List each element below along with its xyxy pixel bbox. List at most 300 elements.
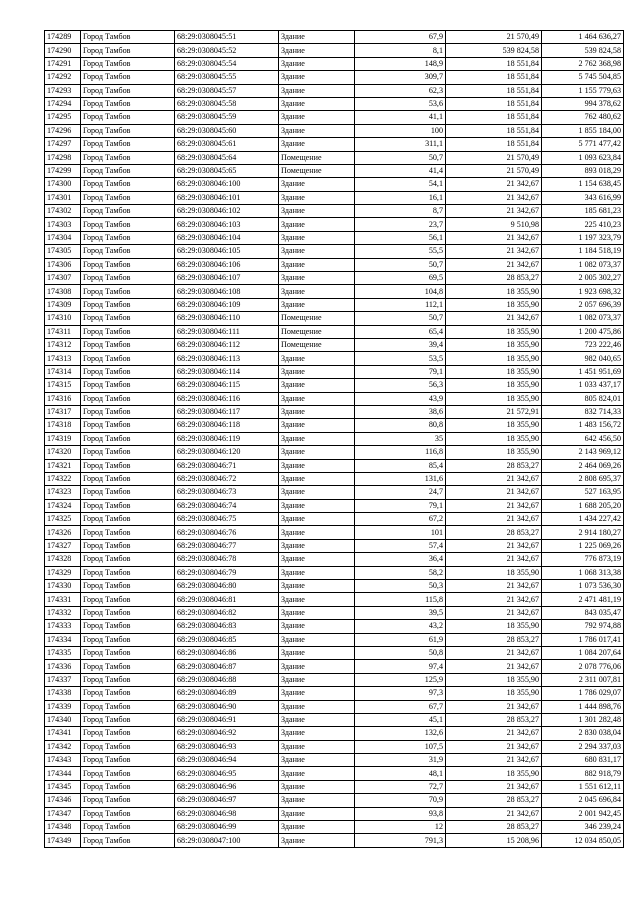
table-row <box>45 44 624 57</box>
cell-cadastral-value: 1 184 518,19 <box>542 245 624 258</box>
cell-settlement: Город Тамбов <box>81 740 175 753</box>
cell-cadastral-number: 68:29:0308046:87 <box>175 660 279 673</box>
cell-cadastral-number: 68:29:0308046:100 <box>175 178 279 191</box>
cell-row-number: 174315 <box>45 379 81 392</box>
cell-cadastral-number: 68:29:0308045:55 <box>175 71 279 84</box>
cell-settlement: Город Тамбов <box>81 539 175 552</box>
cell-object-type: Здание <box>279 633 355 646</box>
cell-settlement: Город Тамбов <box>81 111 175 124</box>
cell-area: 80,8 <box>355 419 446 432</box>
cell-cadastral-number: 68:29:0308045:64 <box>175 151 279 164</box>
cell-settlement: Город Тамбов <box>81 164 175 177</box>
cell-unit-value: 9 510,98 <box>446 218 542 231</box>
cell-area: 36,4 <box>355 553 446 566</box>
cell-object-type: Здание <box>279 392 355 405</box>
cell-cadastral-number: 68:29:0308046:85 <box>175 633 279 646</box>
cell-cadastral-value: 1 068 313,38 <box>542 566 624 579</box>
cell-object-type: Здание <box>279 593 355 606</box>
cell-cadastral-number: 68:29:0308045:65 <box>175 164 279 177</box>
cell-cadastral-value: 982 040,65 <box>542 352 624 365</box>
cell-cadastral-number: 68:29:0308046:102 <box>175 205 279 218</box>
cell-row-number: 174303 <box>45 218 81 231</box>
cell-area: 24,7 <box>355 486 446 499</box>
table-row <box>45 834 624 847</box>
cell-cadastral-number: 68:29:0308046:93 <box>175 740 279 753</box>
cell-cadastral-number: 68:29:0308046:89 <box>175 687 279 700</box>
cell-cadastral-value: 1 483 156,72 <box>542 419 624 432</box>
table-row <box>45 338 624 351</box>
cell-row-number: 174319 <box>45 432 81 445</box>
cell-settlement: Город Тамбов <box>81 754 175 767</box>
table-row <box>45 687 624 700</box>
table-row <box>45 138 624 151</box>
cell-settlement: Город Тамбов <box>81 633 175 646</box>
cell-unit-value: 18 355,90 <box>446 325 542 338</box>
cell-cadastral-value: 1 551 612,11 <box>542 780 624 793</box>
cell-area: 70,9 <box>355 794 446 807</box>
cell-row-number: 174345 <box>45 780 81 793</box>
cell-row-number: 174302 <box>45 205 81 218</box>
cell-settlement: Город Тамбов <box>81 687 175 700</box>
table-row <box>45 673 624 686</box>
cell-row-number: 174311 <box>45 325 81 338</box>
cell-settlement: Город Тамбов <box>81 71 175 84</box>
cell-row-number: 174300 <box>45 178 81 191</box>
cell-unit-value: 18 355,90 <box>446 419 542 432</box>
cell-unit-value: 21 342,67 <box>446 580 542 593</box>
cell-cadastral-number: 68:29:0308046:107 <box>175 272 279 285</box>
cell-object-type: Помещение <box>279 312 355 325</box>
cell-unit-value: 21 570,49 <box>446 164 542 177</box>
cell-area: 69,5 <box>355 272 446 285</box>
cell-object-type: Здание <box>279 526 355 539</box>
cell-row-number: 174292 <box>45 71 81 84</box>
cell-cadastral-value: 1 033 437,17 <box>542 379 624 392</box>
cell-unit-value: 21 570,49 <box>446 151 542 164</box>
cell-object-type: Здание <box>279 432 355 445</box>
cell-cadastral-value: 1 464 636,27 <box>542 31 624 44</box>
cell-row-number: 174301 <box>45 191 81 204</box>
table-row <box>45 780 624 793</box>
cell-row-number: 174308 <box>45 285 81 298</box>
cell-settlement: Город Тамбов <box>81 432 175 445</box>
cell-settlement: Город Тамбов <box>81 258 175 271</box>
table-row <box>45 432 624 445</box>
cell-unit-value: 18 355,90 <box>446 673 542 686</box>
cell-row-number: 174305 <box>45 245 81 258</box>
cell-settlement: Город Тамбов <box>81 566 175 579</box>
cell-area: 16,1 <box>355 191 446 204</box>
cell-object-type: Здание <box>279 513 355 526</box>
cell-unit-value: 21 342,67 <box>446 499 542 512</box>
cell-row-number: 174289 <box>45 31 81 44</box>
cell-cadastral-number: 68:29:0308046:112 <box>175 338 279 351</box>
cell-row-number: 174348 <box>45 821 81 834</box>
cell-area: 311,1 <box>355 138 446 151</box>
cell-cadastral-number: 68:29:0308046:78 <box>175 553 279 566</box>
table-row <box>45 405 624 418</box>
cell-area: 131,6 <box>355 472 446 485</box>
table-row <box>45 794 624 807</box>
cell-unit-value: 18 551,84 <box>446 111 542 124</box>
cell-cadastral-number: 68:29:0308046:71 <box>175 459 279 472</box>
cell-row-number: 174297 <box>45 138 81 151</box>
cell-cadastral-value: 1 301 282,48 <box>542 713 624 726</box>
cell-area: 100 <box>355 124 446 137</box>
cell-object-type: Здание <box>279 459 355 472</box>
cell-cadastral-value: 1 786 029,07 <box>542 687 624 700</box>
cell-unit-value: 18 355,90 <box>446 446 542 459</box>
cell-object-type: Здание <box>279 727 355 740</box>
cell-object-type: Помещение <box>279 338 355 351</box>
cell-row-number: 174329 <box>45 566 81 579</box>
cell-object-type: Здание <box>279 97 355 110</box>
cell-unit-value: 18 355,90 <box>446 338 542 351</box>
cell-area: 43,2 <box>355 620 446 633</box>
cell-unit-value: 18 355,90 <box>446 687 542 700</box>
cell-object-type: Здание <box>279 218 355 231</box>
cell-cadastral-number: 68:29:0308046:114 <box>175 365 279 378</box>
table-row <box>45 446 624 459</box>
cell-unit-value: 18 355,90 <box>446 365 542 378</box>
table-row <box>45 754 624 767</box>
cell-object-type: Здание <box>279 419 355 432</box>
cell-row-number: 174317 <box>45 405 81 418</box>
cell-settlement: Город Тамбов <box>81 419 175 432</box>
cell-area: 41,1 <box>355 111 446 124</box>
cell-cadastral-value: 2 914 180,27 <box>542 526 624 539</box>
cell-cadastral-value: 2 294 337,03 <box>542 740 624 753</box>
table-row <box>45 459 624 472</box>
cell-settlement: Город Тамбов <box>81 513 175 526</box>
cell-area: 97,4 <box>355 660 446 673</box>
cell-object-type: Здание <box>279 767 355 780</box>
cell-row-number: 174342 <box>45 740 81 753</box>
cell-object-type: Здание <box>279 298 355 311</box>
cell-cadastral-number: 68:29:0308045:61 <box>175 138 279 151</box>
cell-settlement: Город Тамбов <box>81 352 175 365</box>
cell-unit-value: 28 853,27 <box>446 272 542 285</box>
cell-object-type: Здание <box>279 31 355 44</box>
table-row <box>45 700 624 713</box>
table-row <box>45 633 624 646</box>
cell-object-type: Здание <box>279 794 355 807</box>
table-row <box>45 539 624 552</box>
cell-unit-value: 18 355,90 <box>446 352 542 365</box>
cell-settlement: Город Тамбов <box>81 298 175 311</box>
cell-cadastral-number: 68:29:0308046:86 <box>175 646 279 659</box>
cell-settlement: Город Тамбов <box>81 446 175 459</box>
cell-unit-value: 21 342,67 <box>446 191 542 204</box>
cell-area: 148,9 <box>355 57 446 70</box>
table-row <box>45 285 624 298</box>
cell-cadastral-value: 1 154 638,45 <box>542 178 624 191</box>
cell-cadastral-value: 12 034 850,05 <box>542 834 624 847</box>
cell-cadastral-number: 68:29:0308046:90 <box>175 700 279 713</box>
cell-unit-value: 18 355,90 <box>446 566 542 579</box>
cell-area: 53,6 <box>355 97 446 110</box>
cell-row-number: 174306 <box>45 258 81 271</box>
table-row <box>45 499 624 512</box>
cell-object-type: Здание <box>279 780 355 793</box>
cell-cadastral-value: 185 681,23 <box>542 205 624 218</box>
cell-unit-value: 18 355,90 <box>446 285 542 298</box>
cell-area: 8,7 <box>355 205 446 218</box>
cell-unit-value: 21 342,67 <box>446 780 542 793</box>
cell-cadastral-number: 68:29:0308046:111 <box>175 325 279 338</box>
cell-settlement: Город Тамбов <box>81 459 175 472</box>
cell-unit-value: 18 551,84 <box>446 57 542 70</box>
cell-cadastral-value: 2 311 007,81 <box>542 673 624 686</box>
cell-unit-value: 21 570,49 <box>446 31 542 44</box>
cell-object-type: Здание <box>279 807 355 820</box>
cell-unit-value: 21 342,67 <box>446 312 542 325</box>
table-row <box>45 71 624 84</box>
cell-unit-value: 15 208,96 <box>446 834 542 847</box>
cell-cadastral-value: 1 082 073,37 <box>542 312 624 325</box>
cell-object-type: Здание <box>279 754 355 767</box>
cell-row-number: 174340 <box>45 713 81 726</box>
cell-cadastral-value: 1 073 536,30 <box>542 580 624 593</box>
table-row <box>45 272 624 285</box>
cell-cadastral-number: 68:29:0308046:110 <box>175 312 279 325</box>
cell-cadastral-number: 68:29:0308046:73 <box>175 486 279 499</box>
cell-row-number: 174313 <box>45 352 81 365</box>
cell-cadastral-number: 68:29:0308046:88 <box>175 673 279 686</box>
table-row <box>45 660 624 673</box>
cell-object-type: Здание <box>279 379 355 392</box>
cell-area: 67,9 <box>355 31 446 44</box>
cell-area: 48,1 <box>355 767 446 780</box>
cell-cadastral-number: 68:29:0308046:80 <box>175 580 279 593</box>
cell-area: 72,7 <box>355 780 446 793</box>
cell-cadastral-number: 68:29:0308046:72 <box>175 472 279 485</box>
table-row <box>45 566 624 579</box>
cell-object-type: Здание <box>279 191 355 204</box>
cell-settlement: Город Тамбов <box>81 646 175 659</box>
table-row <box>45 298 624 311</box>
cell-cadastral-value: 527 163,95 <box>542 486 624 499</box>
cell-settlement: Город Тамбов <box>81 379 175 392</box>
cell-unit-value: 21 342,67 <box>446 178 542 191</box>
cell-settlement: Город Тамбов <box>81 486 175 499</box>
cell-object-type: Здание <box>279 84 355 97</box>
cell-settlement: Город Тамбов <box>81 31 175 44</box>
cell-object-type: Здание <box>279 365 355 378</box>
cell-cadastral-value: 776 873,19 <box>542 553 624 566</box>
table-row <box>45 231 624 244</box>
cell-settlement: Город Тамбов <box>81 580 175 593</box>
cell-area: 50,7 <box>355 258 446 271</box>
table-row <box>45 325 624 338</box>
cell-settlement: Город Тамбов <box>81 138 175 151</box>
cell-object-type: Здание <box>279 272 355 285</box>
table-row <box>45 312 624 325</box>
cell-unit-value: 18 355,90 <box>446 392 542 405</box>
cell-cadastral-number: 68:29:0308046:98 <box>175 807 279 820</box>
cell-settlement: Город Тамбов <box>81 834 175 847</box>
cell-cadastral-number: 68:29:0308046:105 <box>175 245 279 258</box>
cell-settlement: Город Тамбов <box>81 365 175 378</box>
cell-cadastral-value: 2 808 695,37 <box>542 472 624 485</box>
table-row <box>45 392 624 405</box>
cell-cadastral-number: 68:29:0308045:52 <box>175 44 279 57</box>
cell-row-number: 174309 <box>45 298 81 311</box>
cell-cadastral-number: 68:29:0308047:100 <box>175 834 279 847</box>
table-row <box>45 31 624 44</box>
cell-row-number: 174343 <box>45 754 81 767</box>
cell-area: 58,2 <box>355 566 446 579</box>
cell-area: 93,8 <box>355 807 446 820</box>
cell-cadastral-number: 68:29:0308046:97 <box>175 794 279 807</box>
cell-area: 39,5 <box>355 606 446 619</box>
cell-unit-value: 539 824,58 <box>446 44 542 57</box>
cell-settlement: Город Тамбов <box>81 794 175 807</box>
cell-cadastral-value: 723 222,46 <box>542 338 624 351</box>
cell-area: 79,1 <box>355 365 446 378</box>
cell-area: 50,7 <box>355 151 446 164</box>
cell-cadastral-number: 68:29:0308046:77 <box>175 539 279 552</box>
cell-settlement: Город Тамбов <box>81 205 175 218</box>
cell-unit-value: 21 342,67 <box>446 660 542 673</box>
cell-settlement: Город Тамбов <box>81 231 175 244</box>
cell-cadastral-number: 68:29:0308046:117 <box>175 405 279 418</box>
cell-settlement: Город Тамбов <box>81 526 175 539</box>
cell-unit-value: 18 551,84 <box>446 71 542 84</box>
cell-cadastral-value: 805 824,01 <box>542 392 624 405</box>
table-row <box>45 111 624 124</box>
cell-settlement: Город Тамбов <box>81 780 175 793</box>
cell-row-number: 174331 <box>45 593 81 606</box>
cell-row-number: 174328 <box>45 553 81 566</box>
cell-object-type: Здание <box>279 539 355 552</box>
cell-settlement: Город Тамбов <box>81 245 175 258</box>
cell-object-type: Здание <box>279 646 355 659</box>
table-row <box>45 218 624 231</box>
cell-row-number: 174338 <box>45 687 81 700</box>
cell-row-number: 174341 <box>45 727 81 740</box>
table-row <box>45 57 624 70</box>
cell-settlement: Город Тамбов <box>81 807 175 820</box>
cell-row-number: 174304 <box>45 231 81 244</box>
table-row <box>45 727 624 740</box>
table-row <box>45 178 624 191</box>
cell-unit-value: 21 342,67 <box>446 807 542 820</box>
cell-object-type: Здание <box>279 205 355 218</box>
cell-cadastral-value: 792 974,88 <box>542 620 624 633</box>
cell-unit-value: 28 853,27 <box>446 633 542 646</box>
cell-cadastral-number: 68:29:0308046:95 <box>175 767 279 780</box>
table-row <box>45 513 624 526</box>
cell-cadastral-number: 68:29:0308045:60 <box>175 124 279 137</box>
cell-cadastral-number: 68:29:0308046:101 <box>175 191 279 204</box>
cell-area: 107,5 <box>355 740 446 753</box>
cell-settlement: Город Тамбов <box>81 499 175 512</box>
cell-unit-value: 21 342,67 <box>446 740 542 753</box>
cell-cadastral-number: 68:29:0308046:92 <box>175 727 279 740</box>
cell-unit-value: 21 342,67 <box>446 486 542 499</box>
cell-cadastral-value: 1 197 323,79 <box>542 231 624 244</box>
cell-area: 12 <box>355 821 446 834</box>
cell-row-number: 174325 <box>45 513 81 526</box>
cell-area: 38,6 <box>355 405 446 418</box>
cell-row-number: 174296 <box>45 124 81 137</box>
cell-area: 62,3 <box>355 84 446 97</box>
cell-unit-value: 21 342,67 <box>446 205 542 218</box>
table-row <box>45 740 624 753</box>
cell-unit-value: 21 342,67 <box>446 258 542 271</box>
cell-settlement: Город Тамбов <box>81 593 175 606</box>
table-row <box>45 97 624 110</box>
cell-row-number: 174322 <box>45 472 81 485</box>
cell-unit-value: 18 355,90 <box>446 767 542 780</box>
cell-area: 41,4 <box>355 164 446 177</box>
cell-cadastral-number: 68:29:0308046:104 <box>175 231 279 244</box>
cell-row-number: 174336 <box>45 660 81 673</box>
cell-settlement: Город Тамбов <box>81 178 175 191</box>
cell-cadastral-value: 346 239,24 <box>542 821 624 834</box>
cell-unit-value: 21 572,91 <box>446 405 542 418</box>
table-row <box>45 767 624 780</box>
table-row <box>45 191 624 204</box>
cell-cadastral-number: 68:29:0308045:58 <box>175 97 279 110</box>
cell-area: 97,3 <box>355 687 446 700</box>
cell-settlement: Город Тамбов <box>81 325 175 338</box>
cell-cadastral-number: 68:29:0308046:119 <box>175 432 279 445</box>
table-row <box>45 593 624 606</box>
cell-row-number: 174316 <box>45 392 81 405</box>
cell-settlement: Город Тамбов <box>81 405 175 418</box>
cell-object-type: Здание <box>279 821 355 834</box>
cell-area: 67,7 <box>355 700 446 713</box>
cell-cadastral-value: 2 762 368,98 <box>542 57 624 70</box>
cell-cadastral-number: 68:29:0308046:82 <box>175 606 279 619</box>
cell-cadastral-value: 1 688 205,20 <box>542 499 624 512</box>
cell-cadastral-value: 2 057 696,39 <box>542 298 624 311</box>
cell-area: 55,5 <box>355 245 446 258</box>
cell-cadastral-number: 68:29:0308046:116 <box>175 392 279 405</box>
cell-cadastral-value: 1 434 227,42 <box>542 513 624 526</box>
cell-unit-value: 18 355,90 <box>446 620 542 633</box>
cell-object-type: Здание <box>279 352 355 365</box>
cell-area: 67,2 <box>355 513 446 526</box>
cell-object-type: Здание <box>279 566 355 579</box>
cell-object-type: Помещение <box>279 164 355 177</box>
cell-area: 79,1 <box>355 499 446 512</box>
cell-cadastral-number: 68:29:0308045:57 <box>175 84 279 97</box>
cell-row-number: 174326 <box>45 526 81 539</box>
cell-area: 45,1 <box>355 713 446 726</box>
table-row <box>45 352 624 365</box>
table-row <box>45 486 624 499</box>
cell-area: 115,8 <box>355 593 446 606</box>
cell-cadastral-value: 2 464 069,26 <box>542 459 624 472</box>
cell-object-type: Здание <box>279 111 355 124</box>
cell-unit-value: 21 342,67 <box>446 754 542 767</box>
table-row <box>45 620 624 633</box>
cell-object-type: Здание <box>279 405 355 418</box>
cell-cadastral-value: 832 714,33 <box>542 405 624 418</box>
table-row <box>45 580 624 593</box>
cell-area: 43,9 <box>355 392 446 405</box>
cell-row-number: 174298 <box>45 151 81 164</box>
cell-unit-value: 21 342,67 <box>446 727 542 740</box>
cell-object-type: Здание <box>279 446 355 459</box>
cell-row-number: 174334 <box>45 633 81 646</box>
cell-cadastral-value: 1 200 475,86 <box>542 325 624 338</box>
cell-row-number: 174324 <box>45 499 81 512</box>
cell-cadastral-number: 68:29:0308046:83 <box>175 620 279 633</box>
